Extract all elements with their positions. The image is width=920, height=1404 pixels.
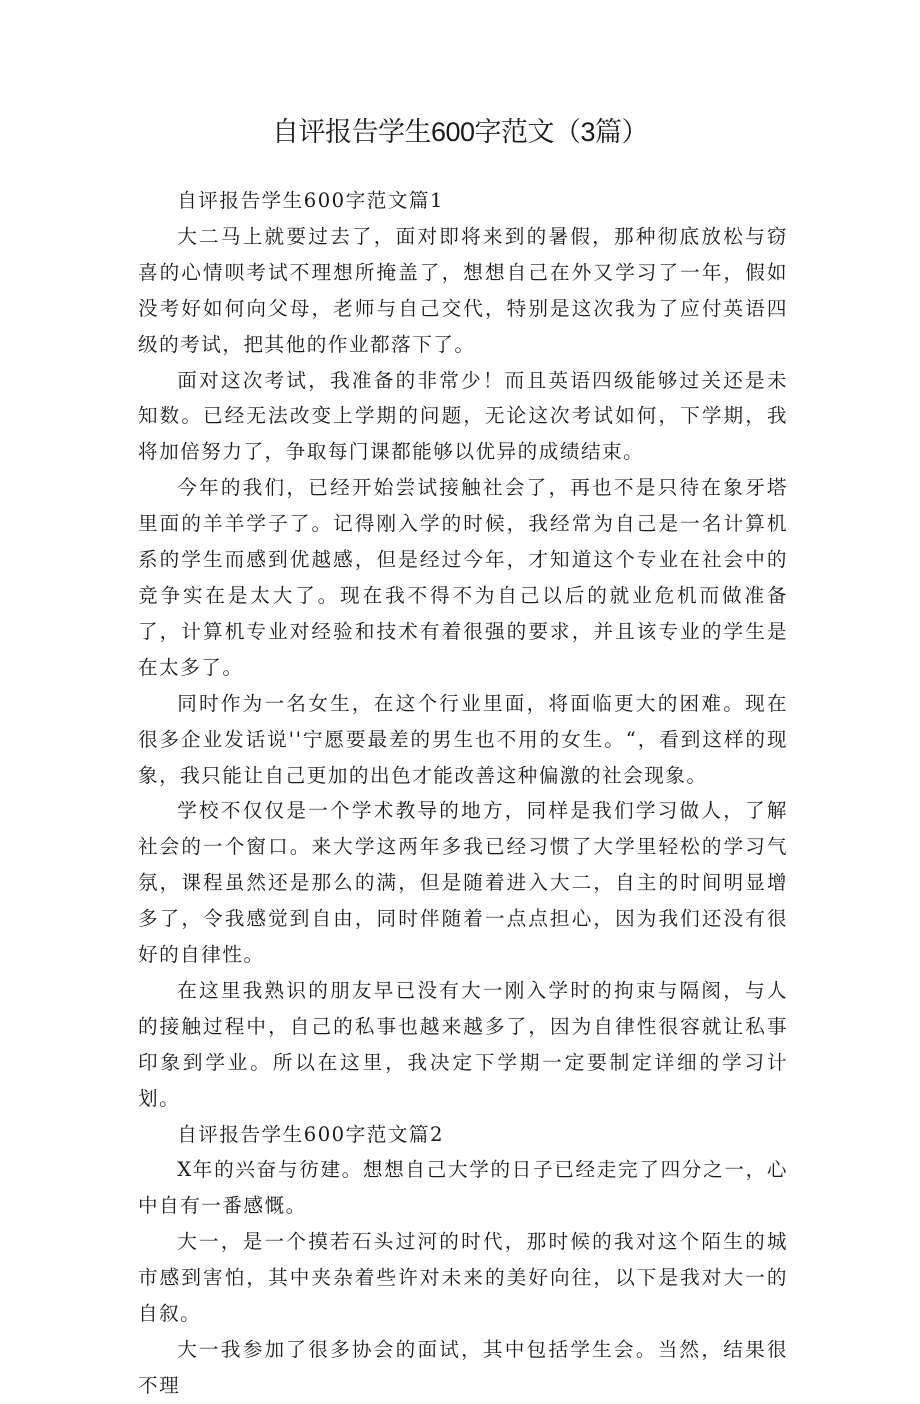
paragraph: 大一我参加了很多协会的面试，其中包括学生会。当然，结果很不理	[138, 1338, 788, 1397]
section-heading-2: 自评报告学生600字范文篇2	[177, 1122, 444, 1146]
paragraph: 同时作为一名女生，在这个行业里面，将面临更大的困难。现在很多企业发话说''宁愿要最差的男生也不用的女生。“，看到这样的现象，我只能让自己更加的出色才能改善这种偏激的社会现象。	[138, 691, 788, 787]
document-body	[138, 183, 788, 1404]
paragraph: 今年的我们，已经开始尝试接触社会了，再也不是只待在象牙塔里面的羊羊学子了。记得刚入学的时候，我经常为自己是一名计算机系的学生而感到优越感，但是经过今年，才知道这个专业在社会中的竞争实在是太大了。现在我不得不为自己以后的就业危机而做准备了，计算机专业对经验和技术有着很强的要求，并且该专业的学生是在太多了。	[138, 476, 788, 679]
paragraph: 面对这次考试，我准备的非常少！而且英语四级能够过关还是未知数。已经无法改变上学期的问题，无论这次考试如何，下学期，我将加倍努力了，争取每门课都能够以优异的成绩结束。	[138, 368, 788, 464]
section-heading-1: 自评报告学生600字范文篇1	[177, 189, 444, 212]
paragraph: 大一，是一个摸若石头过河的时代，那时候的我对这个陌生的城市感到害怕，其中夹杂着些许对未来的美好向往，以下是我对大一的自叙。	[138, 1230, 788, 1326]
document-title: 自评报告学生600字范文（3篇）	[271, 117, 649, 147]
paragraph: 学校不仅仅是一个学术教导的地方，同样是我们学习做人，了解社会的一个窗口。来大学这两年多我已经习惯了大学里轻松的学习气氛，课程虽然还是那么的满，但是随着进入大二，自主的时间明显增多了，令我感觉到自由，同时伴随着一点点担心，因为我们还没有很好的自律性。	[138, 799, 788, 967]
paragraph: X年的兴奋与彷建。想想自己大学的日子已经走完了四分之一，心中自有一番感慨。	[138, 1158, 788, 1218]
paragraph: 在这里我熟识的朋友早已没有大一刚入学时的拘束与隔阂，与人的接触过程中，自己的私事也越来越多了，因为自律性很容就让私事印象到学业。所以在这里，我决定下学期一定要制定详细的学习计划。	[138, 978, 788, 1110]
paragraph: 大二马上就要过去了，面对即将来到的暑假，那种彻底放松与窃喜的心情呗考试不理想所掩盖了，想想自己在外又学习了一年，假如没考好如何向父母，老师与自己交代，特别是这次我为了应付英语四级的考试，把其他的作业都落下了。	[138, 224, 788, 356]
